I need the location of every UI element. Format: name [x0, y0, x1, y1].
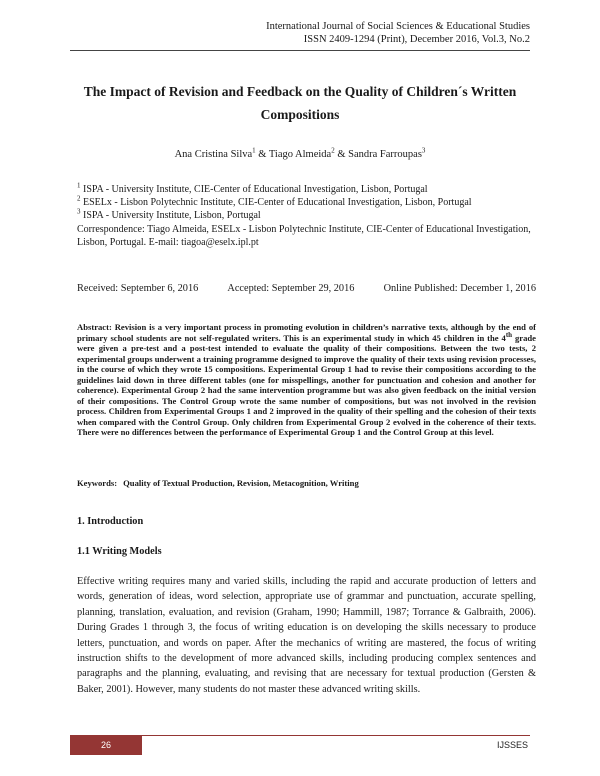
author-sup: 2	[331, 146, 335, 155]
abstract-sup: th	[505, 330, 513, 339]
subsection-heading: 1.1 Writing Models	[77, 546, 162, 557]
correspondence: Correspondence: Tiago Almeida, ESELx - Lisbon Polytechnic Institute, CIE-Center of Educational Investigation, Lisbon, Portugal. E-mail: tiagoa@eselx.ipl.pt	[77, 223, 531, 248]
paper-title: The Impact of Revision and Feedback on the Quality of Children´s Written Compositions	[83, 84, 517, 122]
affiliation-text: ISPA - University Institute, CIE-Center of Educational Investigation, Lisbon, Portugal	[83, 184, 428, 195]
publication-dates	[77, 283, 536, 294]
page-number: 26	[70, 735, 142, 755]
header-divider	[70, 50, 530, 51]
author-name: Sandra Farroupas	[348, 149, 422, 160]
section-heading: 1. Introduction	[77, 516, 144, 527]
keywords-label: Keywords:	[77, 478, 118, 488]
issn-line: ISSN 2409-1294 (Print), December 2016, Vol.3, No.2	[303, 34, 530, 45]
footer-rule	[142, 735, 530, 736]
author-name: Ana Cristina Silva	[174, 149, 253, 160]
affiliations	[77, 183, 538, 249]
author-sup: 1	[252, 146, 256, 155]
author-sup: 3	[421, 146, 426, 155]
affiliation-sup: 3	[77, 208, 81, 217]
author-name: Tiago Almeida	[268, 149, 332, 160]
keywords	[77, 478, 536, 488]
keywords-values: Quality of Textual Production, Revision, Metacognition, Writing	[123, 478, 359, 488]
published-date: Online Published: December 1, 2016	[383, 283, 536, 294]
affiliation	[77, 196, 538, 209]
journal-abbrev: IJSSES	[496, 740, 528, 750]
affiliation	[77, 183, 538, 196]
abstract-text: Abstract: Revision is a very important process in promoting evolution in children’s narrative texts, although by the end of primary school students are not self-regulated writers. This is an experimental study in which 45 children in the 4	[77, 322, 536, 343]
journal-name: International Journal of Social Sciences & Educational Studies	[266, 21, 530, 32]
abstract-text-continued: grade were given a pre-test and a post-test intended to evaluate the quality of their compositions. Between the two tests, 2 experimental groups underwent a training programme designed to improve the quality of their texts using revision processes, in the course of which they wrote 15 compositions. Experimental Group 1 had to revise their compositions according to the guidelines laid down in three different tables (one for misspellings, another for punctuation and cohesion and another for coherence). Experimental Group 2 had the same intervention programme but was also given feedback on the initial version of their compositions. The Control Group wrote the same number of compositions, but was not involved in the revision process. Children from Experimental Groups 1 and 2 improved in the quality of their spelling and the cohesion of their texts when compared with the Control Group. Only children from Experimental Group 2 evolved in the coherence of their texts. There were no differences between the performance of Experimental Group 1 and the Control Group at this level.	[77, 332, 536, 437]
author-separator: &	[255, 149, 269, 160]
received-date: Received: September 6, 2016	[77, 283, 199, 294]
affiliation-sup: 2	[77, 194, 81, 203]
body-paragraph: Effective writing requires many and varied skills, including the rapid and accurate production of letters and words, generation of ideas, word selection, appropriate use of grammar and punctuation, accurate spelling, planning, translation, evaluation, and revision (Graham, 1990; Hammill, 1987; Torrance & Galbraith, 2006). During Grades 1 through 3, the focus of writing education is on developing the skills necessary to produce letters, punctuation, and words on paper. After the mechanics of writing are mastered, the focus of writing instruction shifts to the development of more advanced skills, including producing complex sentences and paragraphs and the planning, evaluating, and revising that are necessary for textual production (Gersten & Baker, 2001). However, many students do not master these advanced writing skills.	[77, 576, 536, 695]
affiliation	[77, 209, 538, 222]
affiliation-text: ISPA - University Institute, Lisbon, Portugal	[83, 210, 261, 222]
journal-header	[266, 20, 530, 46]
page-footer	[70, 735, 530, 755]
author-list	[70, 146, 530, 160]
abstract	[77, 322, 536, 438]
accepted-date: Accepted: September 29, 2016	[227, 283, 355, 294]
affiliation-sup: 1	[77, 181, 81, 190]
author-separator: &	[334, 149, 349, 160]
affiliation-text: ESELx - Lisbon Polytechnic Institute, CIE-Center of Educational Investigation, Lisbon, Portugal	[83, 197, 472, 209]
